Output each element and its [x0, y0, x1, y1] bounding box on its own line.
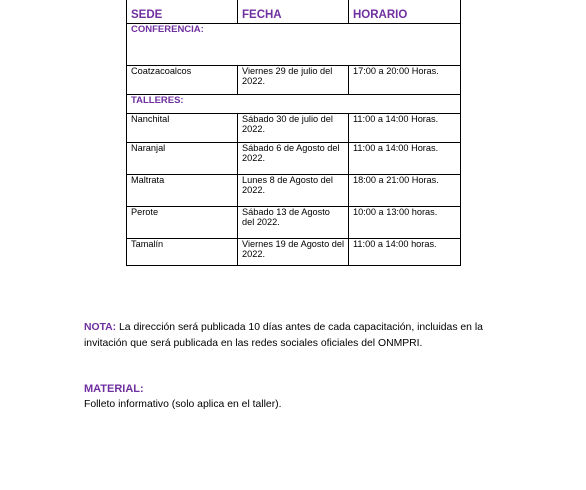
table-row [127, 239, 461, 266]
cell-horario: 10:00 a 13:00 horas. [349, 207, 461, 239]
cell-fecha: Viernes 29 de julio del 2022. [238, 66, 349, 95]
table-row [127, 175, 461, 207]
cell-sede: Maltrata [127, 175, 238, 207]
cell-fecha: Sábado 30 de julio del 2022. [238, 114, 349, 143]
note-text: La dirección será publicada 10 días antes de cada capacitación, incluidas en la invitación que será publicada en las redes sociales oficiales del ONMPRI. [84, 322, 483, 349]
section-label-talleres: TALLERES: [127, 95, 461, 114]
section-row-conferencia [127, 24, 461, 66]
cell-horario: 18:00 a 21:00 Horas. [349, 175, 461, 207]
cell-sede: Tamalín [127, 239, 238, 266]
table-header-row [127, 0, 461, 24]
cell-horario: 11:00 a 14:00 Horas. [349, 114, 461, 143]
cell-fecha: Lunes 8 de Agosto del 2022. [238, 175, 349, 207]
note-paragraph [84, 320, 514, 351]
cell-horario: 11:00 a 14:00 Horas. [349, 143, 461, 175]
cell-fecha: Viernes 19 de Agosto del 2022. [238, 239, 349, 266]
material-text: Folleto informativo (solo aplica en el taller). [84, 399, 282, 410]
section-row-talleres [127, 95, 461, 114]
header-sede: SEDE [127, 0, 238, 24]
table-row [127, 114, 461, 143]
header-horario: HORARIO [349, 0, 461, 24]
cell-fecha: Sábado 6 de Agosto del 2022. [238, 143, 349, 175]
schedule-table [126, 0, 461, 266]
cell-sede: Naranjal [127, 143, 238, 175]
cell-sede: Perote [127, 207, 238, 239]
cell-sede: Coatzacoalcos [127, 66, 238, 95]
table-row [127, 143, 461, 175]
cell-sede: Nanchital [127, 114, 238, 143]
cell-fecha: Sábado 13 de Agosto del 2022. [238, 207, 349, 239]
section-label-conferencia: CONFERENCIA: [127, 24, 461, 66]
table-row [127, 66, 461, 95]
header-fecha: FECHA [238, 0, 349, 24]
cell-horario: 11:00 a 14:00 horas. [349, 239, 461, 266]
note-label: NOTA: [84, 322, 117, 333]
table-row [127, 207, 461, 239]
material-title: MATERIAL: [84, 383, 144, 395]
cell-horario: 17:00 a 20:00 Horas. [349, 66, 461, 95]
